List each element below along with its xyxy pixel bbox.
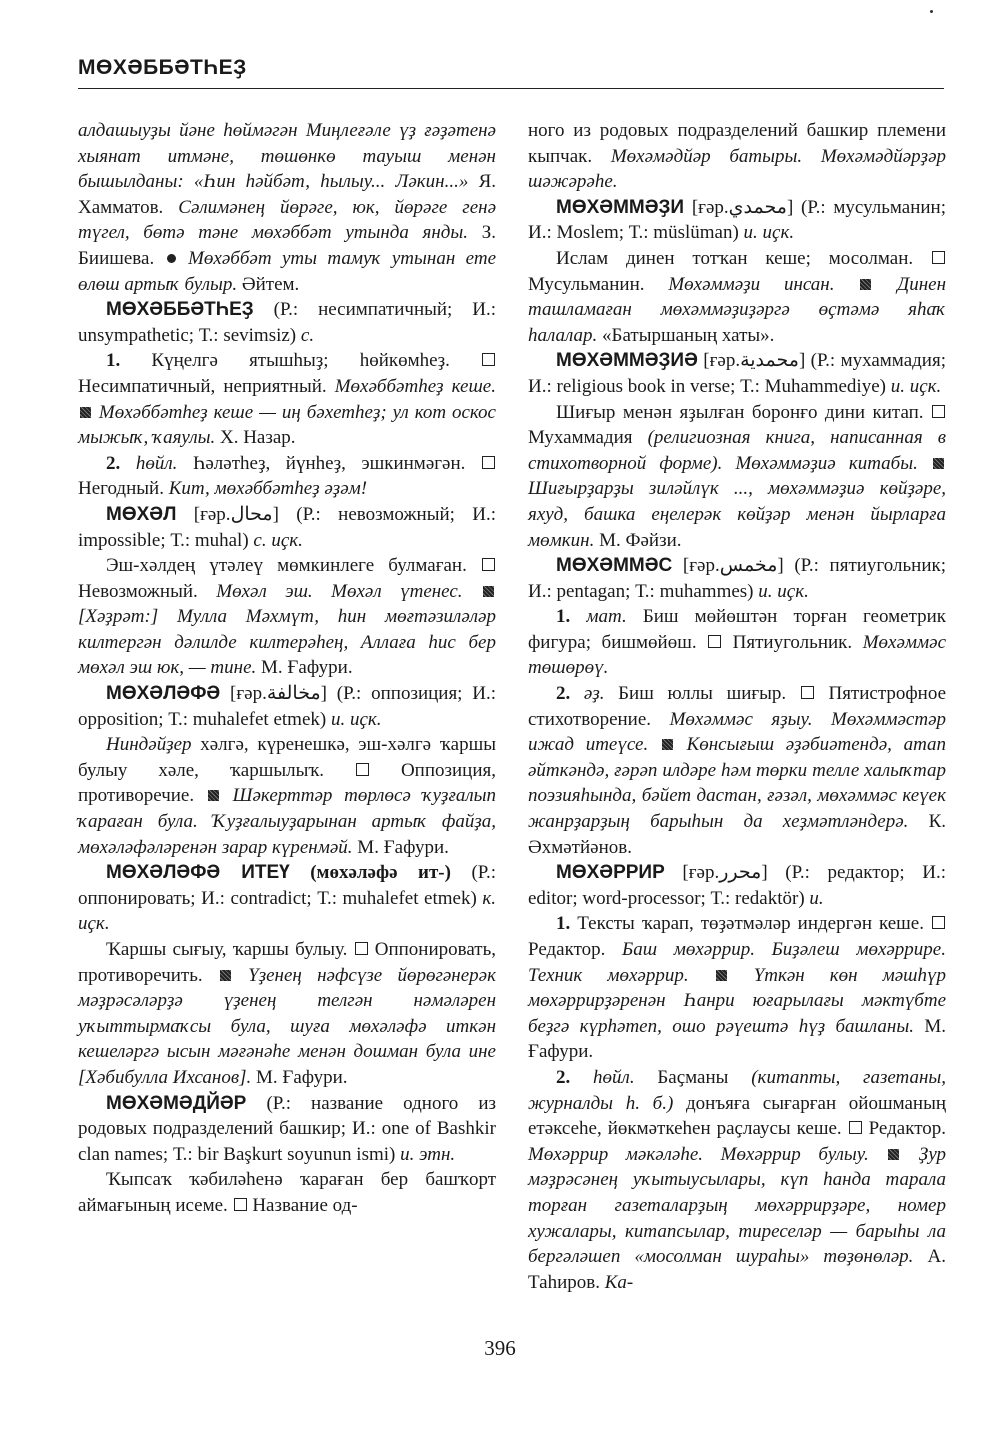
- russian-marker-icon: [932, 405, 945, 418]
- corner-mark: [930, 10, 933, 13]
- sense-1: 1. Күңелгә ятышһыҙ; һөйкөмһеҙ. Несимпатичный, неприятный. Мөхәббәтһеҙ кеше. Мөхәббәтһеҙ кеше — иң бәхетһеҙ; ул кот оскос мыжыҡ, ҡаяулы. Х. Назар.: [78, 350, 496, 449]
- sense-1: 1. Тексты ҡарап, төҙәтмәләр индергән кеше. Редактор. Баш мөхәррир. Биҙәлеш мөхәррире. Техник мөхәррир. Үткән көн мәшһүр мөхәррирҙәренән Һанри юғарылағы мәктүбте беҙгә күрһәтеп, ошо рәүештә һүҙ башланы. М. Ғафури.: [528, 913, 947, 1063]
- arabic-script: محمدية: [740, 350, 799, 372]
- right-column: [528, 118, 946, 1295]
- bullet-icon: [167, 254, 176, 263]
- entry-mohammadia: МӨХӘММӘҘИӘ [ғәр.محمدية] (Р.: мухаммадия; И.: religious book in verse; Т.: Muhammediye) и. иҫк.: [528, 350, 946, 397]
- entry-mohalafa-iteu: МӨХӘЛӘФӘ ИТЕҮ (мөхәләфә ит-) (Р.: оппонировать; И.: contradict; Т.: muhalefet etmek) к. иҫк.: [78, 862, 496, 935]
- running-header: МӨХӘББӘТҺЕҘ: [78, 56, 247, 79]
- quote-marker-icon: [220, 970, 231, 981]
- russian-marker-icon: [801, 686, 814, 699]
- quote-marker-icon: [933, 458, 944, 469]
- russian-marker-icon: [355, 942, 368, 955]
- entry-mohabbathez: МӨХӘББӘТҺЕҘ (Р.: несимпатичный; И.: unsympathetic; Т.: sevimsiz) с.: [78, 299, 496, 346]
- quote-marker-icon: [860, 279, 871, 290]
- russian-marker-icon: [932, 916, 945, 929]
- russian-marker-icon: [482, 353, 495, 366]
- headword: МӨХӘМӘДЙӘР: [106, 1092, 247, 1114]
- russian-marker-icon: [234, 1198, 247, 1211]
- entry-mohalafa: МӨХӘЛӘФӘ [ғәр.مخالفة] (Р.: оппозиция; И.: opposition; Т.: muhalefet etmek) и. иҫк.: [78, 683, 496, 730]
- header-rule: [78, 88, 944, 89]
- arabic-script: محرر: [719, 862, 762, 884]
- quote-continuation: алдашыуҙы йәне һөймәгән Миңлеғәле үҙ ғәҙәтенә хыянат итмәне, төшөнкө тауыш менән бышылданы: «Һин һәйбәт, һылыу... Ләкин...» Я. Хамматов. Сәлимәнең йөрәге, юк, йөрәге генә түгел, бөтә тәне мөхәббәт утында янды. З. Биишева. Мөхәббәт уты тамуҡ утынан ете өлөш артыҡ булыр. Әйтем.: [78, 120, 497, 295]
- entry-mohal: МӨХӘЛ [ғәр.محال] (Р.: невозможный; И.: impossible; Т.: muhal) с. иҫк.: [78, 503, 496, 551]
- arabic-script: محال: [230, 503, 273, 525]
- russian-marker-icon: [482, 456, 495, 469]
- quote-marker-icon: [716, 970, 727, 981]
- entry-body: Шиғыр менән яҙылған боронғо дини китап. Мухаммадия (религиозная книга, написанная в стихотворной форме). Мөхәммәҙиә китабы. Шиғырҙарҙы зиләйлүк ..., мөхәммәҙиә көйҙәре, яхуд, башка еңелерәк көйҙәр менән йырларға мөмкин. М. Фәйзи.: [528, 401, 946, 551]
- headword: МӨХӘММӘҘИӘ: [556, 350, 698, 372]
- page-number: 396: [484, 1336, 516, 1360]
- quote-marker-icon: [208, 790, 219, 801]
- russian-marker-icon: [932, 251, 945, 264]
- entry-mohamadyar: МӨХӘМӘДЙӘР (Р.: название одного из родовых подразделений башкир; И.: one of Bashkir clan names; Т.: bir Başkurt soyunun ismi) и. этн.: [78, 1092, 497, 1165]
- headword: МӨХӘЛӘФӘ ИТЕҮ: [106, 862, 290, 884]
- entry-mohammas: МӨХӘММӘС [ғәр.مخمس] (Р.: пятиугольник; И.: pentagan; Т.: muhammes) и. иҫк.: [528, 555, 946, 602]
- entry-continuation: ного из родовых подразделений башкир племени кыпчак. Мөхәмәдйәр батыры. Мөхәмәдйәрҙәр шәжәрәһе.: [528, 120, 946, 193]
- sense-2: 2. һөйл. Һәләтһеҙ, йүнһеҙ, эшкинмәгән. Негодный. Кит, мөхәббәтһеҙ әҙәм!: [78, 451, 496, 502]
- entry-body: Эш-хәлдең үтәлеү мөмкинлеге булмаған. Невозможный. Мөхәл эш. Мөхәл үтенес. [Хәҙрәт:] Мулла Мәхмүт, һин мөғтәзиләләр килтергән дәлилде килтерәһең, Аллаға һис бер мөхәл эш юк, — тине. М. Ғафури.: [78, 555, 496, 679]
- russian-marker-icon: [482, 558, 495, 571]
- quote-marker-icon: [888, 1149, 899, 1160]
- arabic-script: محمدي: [728, 196, 787, 218]
- quote-marker-icon: [483, 586, 494, 597]
- entry-moharrir: МӨХӘРРИР [ғәр.محرر] (Р.: редактор; И.: editor; word-processor; Т.: redaktör) и.: [528, 862, 946, 909]
- sense-2: 2. һөйл. Баҫманы (китапты, газетаны, журналды һ. б.) донъяға сығарған ойошманың етәксеһе, йөкмәткеһен раҫлаусы кеше. Редактор. Мөхәррир мәкәләһе. Мөхәррир булыу. Ҙур мәҙрәсәнең уҡытыусылары, күп һанда тарала торған газеталарҙың мөхәррирҙәре, номер хужалары, китапсылар, тиреселәр — барыһы ла бергәләшеп «мосолман шураһы» төҙөнөләр. А. Таһиров. Ка-: [528, 1066, 947, 1293]
- russian-marker-icon: [849, 1121, 862, 1134]
- russian-marker-icon: [356, 763, 369, 776]
- headword: МӨХӘММӘҘИ: [556, 196, 685, 218]
- headword: МӨХӘЛӘФӘ: [106, 683, 221, 705]
- entry-body: Ниндәйҙер хәлгә, күренешкә, эш-хәлгә ҡаршы булыу хәле, ҡаршылыҡ. Оппозиция, противоречие. Шәкерттәр төрлөсә ҡуҙғалып ҡараған була. Ҡуҙғалыуҙарынан артыҡ файҙа, мөхәләфәләренән зарар күренмәй. М. Ғафури.: [78, 734, 497, 858]
- headword: МӨХӘРРИР: [556, 862, 665, 884]
- headword: МӨХӘММӘС: [556, 555, 673, 577]
- quote-marker-icon: [662, 739, 673, 750]
- sense-2: 2. әҙ. Биш юллы шиғыр. Пятистрофное стихотворение. Мөхәммәс яҙыу. Мөхәммәстәр ижад итеүсе. Көнсығыш әҙәбиәтендә, атап әйткәндә, ғәрәп илдәре һәм төрки телле халыҡтар поэзияһында, бәйет дастан, ғәзәл, мөхәммәс кеүек жанрҙарҙың барыһын да хеҙмәтләндерә. К. Әхмәтйәнов.: [528, 683, 947, 858]
- headword: МӨХӘЛ: [106, 503, 177, 525]
- entry-body: Ҡыпсаҡ ҡәбиләһенә ҡараған бер башҡорт аймағының исеме. Название од-: [78, 1169, 496, 1216]
- quote-marker-icon: [80, 407, 91, 418]
- left-column: [78, 118, 496, 1219]
- entry-body: Ислам динен тотҡан кеше; мосолман. Мусульманин. Мөхәммәҙи инсан. Динен ташламаған мөхәммәҙиҙәргә өҫтәмә яһаҡ һалалар. «Батыршаның хаты».: [528, 247, 947, 346]
- entry-mohammadi: МӨХӘММӘҘИ [ғәр.محمدي] (Р.: мусульманин; И.: Moslem; Т.: müslüman) и. иҫк.: [528, 196, 946, 244]
- arabic-script: مخمس: [719, 555, 778, 577]
- arabic-script: مخالفة: [266, 683, 321, 705]
- entry-body: Ҡаршы сығыу, ҡаршы булыу. Оппонировать, противоречить. Үҙенең нәфсүзе йөрөгәнерәк мәҙрәсәләрҙә үҙенең телгән нәмәләрен уҡыттырмаҡсы була, шуға мөхәләфә иткән кешеләргә ысын мәғәнәһе менән дошман була ине [Хәбибулла Ихсанов]. М. Ғафури.: [78, 939, 496, 1088]
- headword: МӨХӘББӘТҺЕҘ: [106, 299, 254, 321]
- russian-marker-icon: [708, 635, 721, 648]
- sense-1: 1. мат. Биш мөйөштән торған геометрик фигура; бишмөйөш. Пятиугольник. Мөхәммәс төшөрөү.: [528, 606, 947, 679]
